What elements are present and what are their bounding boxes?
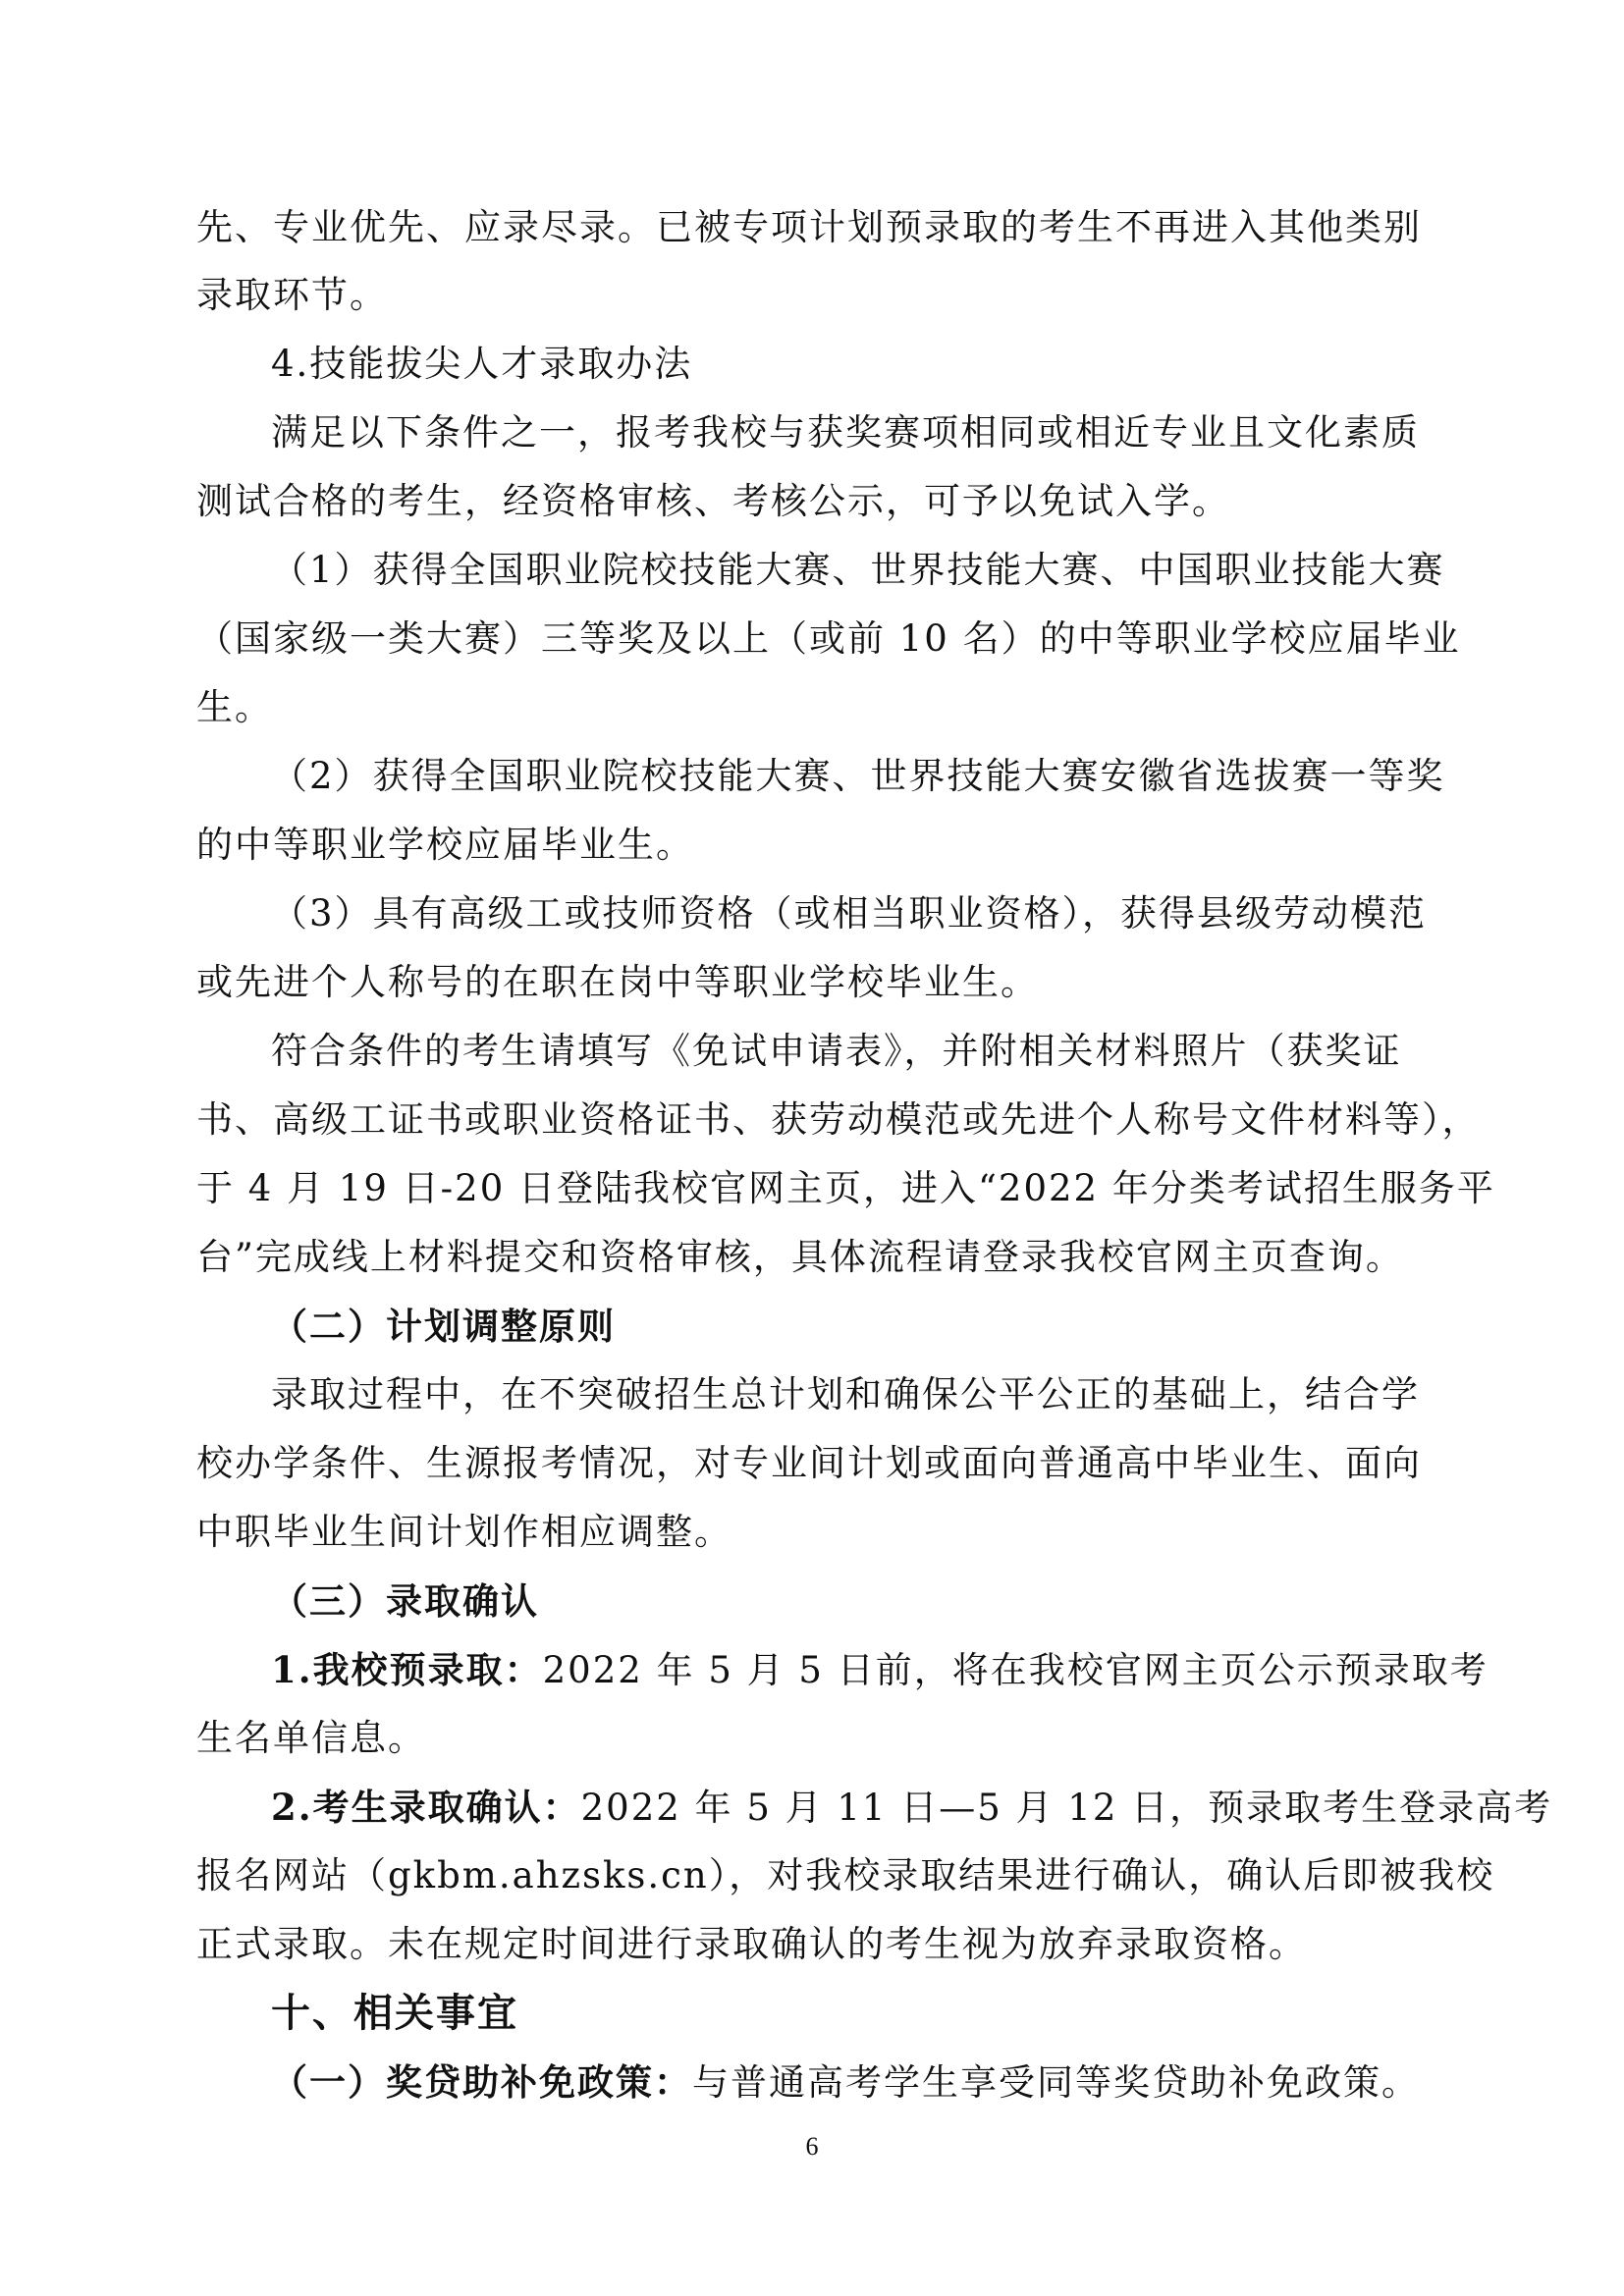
inline-text: 与普通高考学生享受同等奖贷助补免政策。 — [692, 2061, 1420, 2104]
paragraph-line: 中职毕业生间计划作相应调整。 — [196, 1511, 732, 1553]
inline-text: 2022 年 5 月 5 日前，将在我校官网主页公示预录取考 — [542, 1649, 1489, 1691]
paragraph-line: 正式录取。未在规定时间进行录取确认的考生视为放弃录取资格。 — [196, 1923, 1307, 1965]
paragraph-line: 录取环节。 — [196, 274, 388, 316]
chapter-heading: 十、相关事宜 — [271, 1990, 518, 2036]
inline-text: 2022 年 5 月 11 日—5 月 12 日，预录取考生登录高考 — [580, 1787, 1553, 1829]
list-item-line: 或先进个人称号的在职在岗中等职业学校毕业生。 — [196, 961, 1039, 1003]
section-heading: （二）计划调整原则 — [271, 1305, 616, 1348]
section-heading: （三）录取确认 — [271, 1579, 539, 1623]
paragraph-line: 生名单信息。 — [196, 1717, 426, 1759]
paragraph-line: 录取过程中，在不突破招生总计划和确保公平公正的基础上，结合学 — [271, 1373, 1420, 1415]
list-item-line: 生。 — [196, 686, 273, 728]
paragraph-line — [271, 1648, 1489, 1692]
paragraph-line: 测试合格的考生，经资格审核、考核公示，可予以免试入学。 — [196, 480, 1230, 522]
paragraph-line: 满足以下条件之一，报考我校与获奖赛项相同或相近专业且文化素质 — [271, 411, 1420, 454]
list-item-line: 的中等职业学校应届毕业生。 — [196, 824, 694, 866]
list-item-line: （3）具有高级工或技师资格（或相当职业资格），获得县级劳动模范 — [271, 892, 1428, 934]
paragraph-line — [271, 2060, 1434, 2105]
paragraph-line: 校办学条件、生源报考情况，对专业间计划或面向普通高中毕业生、面向 — [196, 1442, 1422, 1484]
paragraph-line: 符合条件的考生请填写《免试申请表》，并附相关材料照片（获奖证 — [271, 1030, 1402, 1072]
paragraph-line: 书、高级工证书或职业资格证书、获劳动模范或先进个人称号文件材料等）， — [196, 1098, 1481, 1141]
paragraph-line: 报名网站（gkbm.ahzsks.cn），对我校录取结果进行确认，确认后即被我校 — [196, 1854, 1495, 1896]
page-number: 6 — [805, 2132, 819, 2161]
inline-bold-label: 2.考生录取确认： — [271, 1786, 581, 1829]
subsection-title: 4.技能拔尖人才录取办法 — [271, 343, 693, 385]
inline-bold-label: 1.我校预录取： — [271, 1648, 543, 1691]
paragraph-line: 于 4 月 19 日-20 日登陆我校官网主页，进入“2022 年分类考试招生服务平 — [196, 1167, 1495, 1209]
list-item-line: （2）获得全国职业院校技能大赛、世界技能大赛安徽省选拔赛一等奖 — [271, 755, 1445, 797]
paragraph-line — [271, 1786, 1553, 1830]
list-item-line: （国家级一类大赛）三等奖及以上（或前 10 名）的中等职业学校应届毕业 — [196, 617, 1461, 660]
inline-bold-label: （一）奖贷助补免政策： — [271, 2060, 692, 2104]
list-item-line: （1）获得全国职业院校技能大赛、世界技能大赛、中国职业技能大赛 — [271, 549, 1445, 591]
paragraph-line: 台”完成线上材料提交和资格审核，具体流程请登录我校官网主页查询。 — [196, 1236, 1404, 1278]
paragraph-line: 先、专业优先、应录尽录。已被专项计划预录取的考生不再进入其他类别 — [196, 206, 1422, 248]
